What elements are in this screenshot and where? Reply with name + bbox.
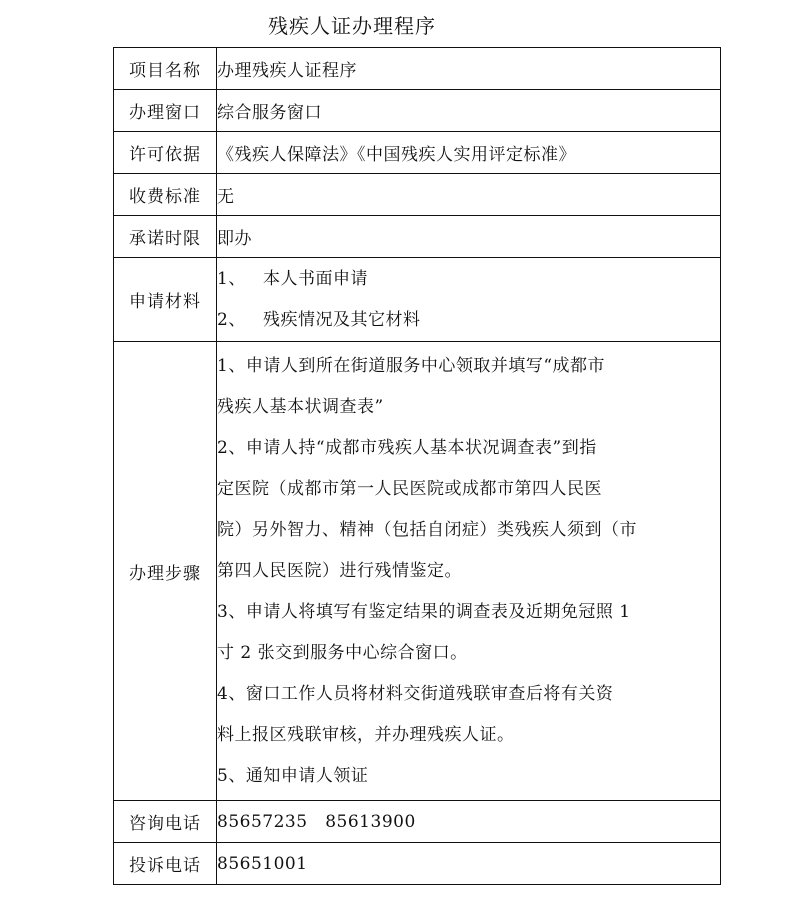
label-materials: 申请材料 (114, 258, 217, 342)
label-project-name: 项目名称 (114, 48, 217, 90)
material-item-text: 本人书面申请 (263, 268, 368, 289)
step-line: 3、申请人将填写有鉴定结果的调查表及近期免冠照 1 (217, 601, 631, 622)
row-time-limit (114, 216, 721, 258)
row-complaint-phone (114, 843, 721, 885)
material-item-number: 1、 (217, 268, 246, 289)
row-service-window (114, 90, 721, 132)
procedure-table (113, 47, 721, 885)
value-time-limit: 即办 (217, 216, 721, 258)
value-project-name: 办理残疾人证程序 (217, 48, 721, 90)
step-line: 5、通知申请人领证 (217, 765, 369, 786)
step-line: 1、申请人到所在街道服务中心领取并填写“成都市 (217, 355, 606, 376)
step-line: 4、窗口工作人员将材料交街道残联审查后将有关资 (217, 683, 614, 704)
value-materials (217, 258, 721, 342)
row-project-name (114, 48, 721, 90)
step-line: 残疾人基本状调查表” (217, 396, 384, 417)
material-item (217, 300, 720, 341)
step-line: 定医院（成都市第一人民医院或成都市第四人民医 (217, 478, 602, 499)
value-consult-phone: 85657235 85613900 (217, 801, 721, 843)
value-service-window: 综合服务窗口 (217, 90, 721, 132)
step-line: 料上报区残联审核，并办理残疾人证。 (217, 724, 515, 745)
step-line: 2、申请人持“成都市残疾人基本状况调查表”到指 (217, 437, 597, 458)
material-item-number: 2、 (217, 309, 246, 330)
step-line: 寸 2 张交到服务中心综合窗口。 (217, 642, 468, 663)
label-time-limit: 承诺时限 (114, 216, 217, 258)
row-fee (114, 174, 721, 216)
label-fee: 收费标准 (114, 174, 217, 216)
label-steps: 办理步骤 (114, 342, 217, 801)
row-legal-basis (114, 132, 721, 174)
document-title: 残疾人证办理程序 (268, 14, 436, 38)
row-consult-phone (114, 801, 721, 843)
label-complaint-phone: 投诉电话 (114, 843, 217, 885)
label-consult-phone: 咨询电话 (114, 801, 217, 843)
value-fee: 无 (217, 174, 721, 216)
label-legal-basis: 许可依据 (114, 132, 217, 174)
step-line: 院）另外智力、精神（包括自闭症）类残疾人须到（市 (217, 519, 637, 540)
value-steps (217, 342, 721, 801)
row-steps (114, 342, 721, 801)
material-item (217, 259, 720, 300)
row-materials (114, 258, 721, 342)
value-complaint-phone: 85651001 (217, 843, 721, 885)
label-service-window: 办理窗口 (114, 90, 217, 132)
material-item-text: 残疾情况及其它材料 (263, 309, 421, 330)
value-legal-basis: 《残疾人保障法》《中国残疾人实用评定标准》 (217, 132, 721, 174)
step-line: 第四人民医院）进行残情鉴定。 (217, 560, 462, 581)
